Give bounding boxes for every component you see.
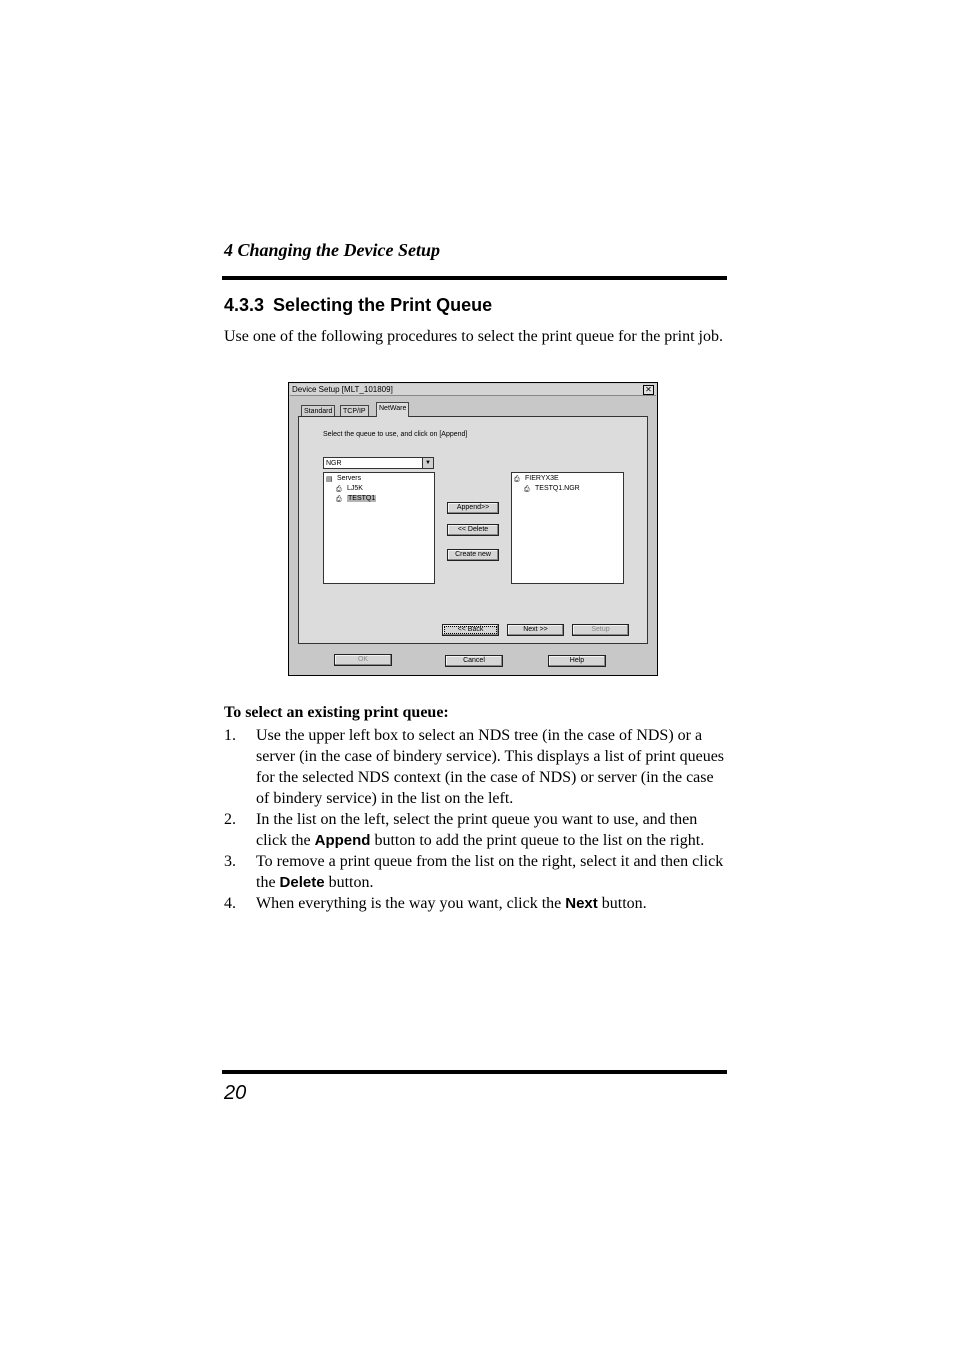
list-item[interactable]: ▤ Servers [326,475,362,483]
help-button[interactable]: Help [548,655,606,667]
tab-standard[interactable]: Standard [301,405,335,417]
available-queues-list[interactable] [323,472,435,584]
dialog-title: Device Setup [MLT_101809] [292,385,393,394]
section-number: 4.3.3 [224,295,265,315]
printer-icon: ⎙ [336,486,342,493]
next-button[interactable]: Next >> [507,624,564,636]
append-button[interactable]: Append>> [447,502,499,514]
chapter-header: 4 Changing the Device Setup [224,240,441,260]
section-title [224,295,492,316]
context-select-value: NGR [326,460,342,467]
steps-heading: To select an existing print queue: [224,704,449,721]
append-keyword: Append [314,832,371,849]
step-4: 4. When everything is the way you want, click the Next button. [224,895,647,912]
steps-list [224,725,724,914]
back-button[interactable]: << Back [442,624,499,636]
server-icon: ▤ [326,476,333,483]
printer-server-icon: ⎙ [514,476,520,483]
setup-button[interactable]: Setup [572,624,629,636]
dialog-titlebar [290,384,656,396]
intro-paragraph: Use one of the following procedures to select the print queue for the print job. [224,328,723,345]
device-setup-dialog [288,382,658,676]
tab-tcpip[interactable]: TCP/IP [340,405,369,417]
close-icon[interactable]: ✕ [643,385,654,395]
footer-rule [222,1070,727,1074]
step-3: 3. To remove a print queue from the list on the right, select it and then click the Delete button. [224,853,724,891]
printer-icon: ⎙ [336,496,342,503]
tab-netware[interactable]: NetWare [376,402,409,417]
instruction-text: Select the queue to use, and click on [Append] [323,431,468,438]
section-title-text: Selecting the Print Queue [273,295,493,315]
list-item[interactable]: ⎙ TESTQ1 [336,495,376,503]
printer-icon: ⎙ [524,486,530,493]
ok-button[interactable]: OK [334,654,392,666]
cancel-button[interactable]: Cancel [445,655,503,667]
delete-keyword: Delete [279,874,325,891]
selected-queues-list[interactable] [511,472,624,584]
netware-panel [298,416,648,644]
create-new-button[interactable]: Create new [447,549,499,561]
chevron-down-icon[interactable]: ▼ [422,458,433,468]
step-2: 2. In the list on the left, select the print queue you want to use, and then click the Append button to add the print queue to the list on the right. [224,811,705,849]
header-rule [222,276,727,280]
page-number: 20 [224,1082,247,1104]
next-keyword: Next [565,895,598,912]
delete-button[interactable]: << Delete [447,524,499,536]
list-item[interactable]: ⎙ FIERYX3E [514,475,559,483]
step-1: 1. Use the upper left box to select an NDS tree (in the case of NDS) or a server (in the case of bindery service). This displays a list of print queues for the selected NDS context (in the case of NDS) or server (in the case of bindery service) in the list on the left. [224,727,725,807]
context-select[interactable] [323,457,434,469]
list-item[interactable]: ⎙ LJ5K [336,485,363,493]
list-item[interactable]: ⎙ TESTQ1.NGR [524,485,580,493]
